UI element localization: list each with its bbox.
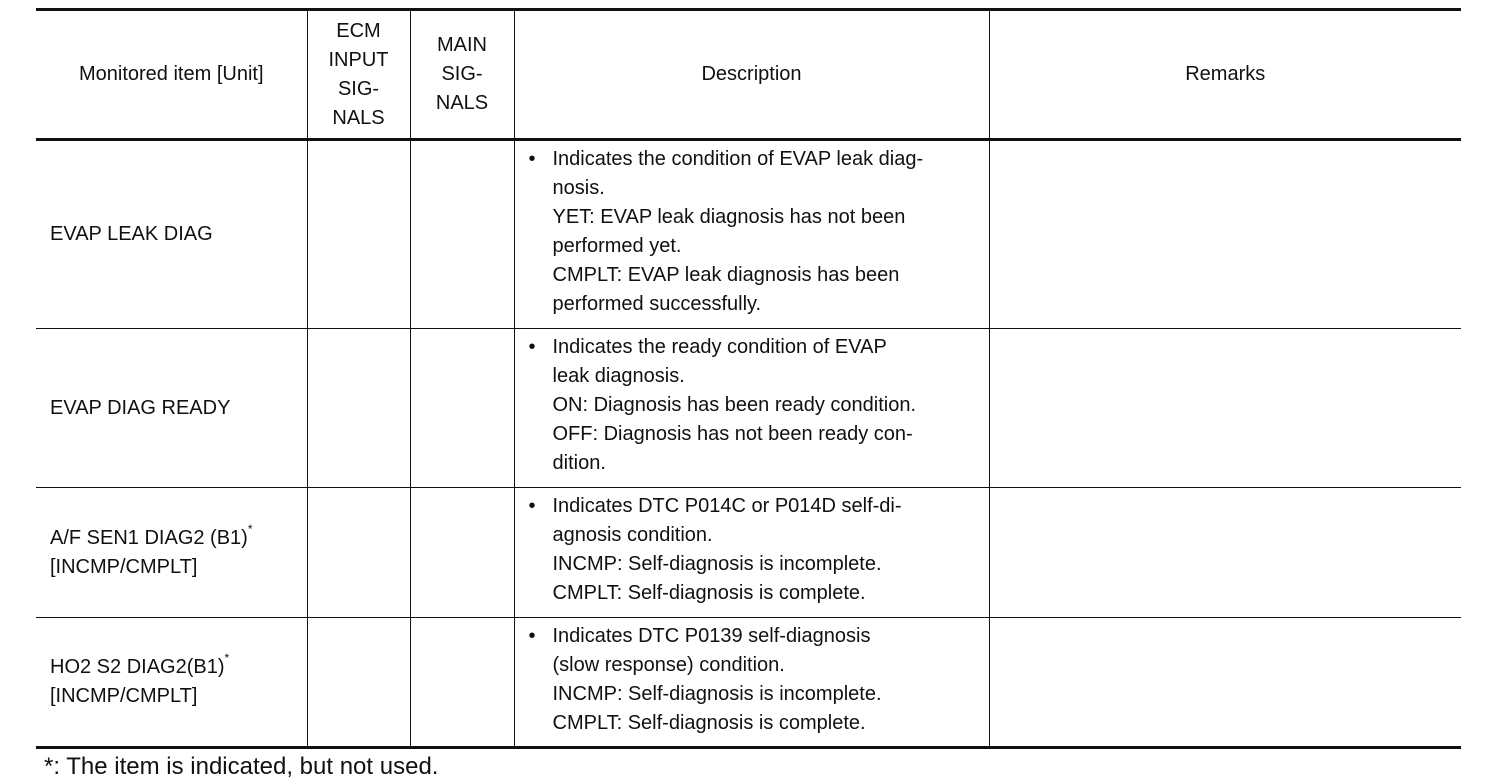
main-signal-cell bbox=[410, 488, 514, 618]
description-line: performed successfully. bbox=[552, 293, 762, 315]
description-line: agnosis condition. bbox=[552, 524, 713, 546]
table-row bbox=[36, 618, 1461, 748]
monitored-item-name: EVAP LEAK DIAG bbox=[50, 223, 213, 245]
bullet-marker: • bbox=[528, 148, 536, 170]
main-signal-cell bbox=[410, 618, 514, 748]
bullet-marker: • bbox=[528, 336, 536, 358]
main-signal-cell bbox=[410, 329, 514, 488]
monitored-item-name: EVAP DIAG READY bbox=[50, 396, 231, 419]
footnote-marker: * bbox=[247, 521, 253, 536]
description-line: leak diagnosis. bbox=[552, 365, 685, 387]
footnote-marker: * bbox=[224, 651, 230, 666]
monitored-item-unit: [INCMP/CMPLT] bbox=[50, 555, 198, 578]
header-ecm-input-signals bbox=[307, 10, 410, 140]
description-line: nosis. bbox=[552, 177, 605, 199]
header-main-line: NALS bbox=[435, 92, 489, 114]
description-line: dition. bbox=[552, 452, 606, 474]
monitored-items-table bbox=[36, 8, 1461, 749]
description-line: INCMP: Self-diagnosis is incomplete. bbox=[552, 553, 882, 575]
header-ecm-line: NALS bbox=[332, 106, 385, 129]
description-line: CMPLT: Self-diagnosis is complete. bbox=[552, 582, 866, 604]
description-line: INCMP: Self-diagnosis is incomplete. bbox=[552, 683, 882, 705]
description-line: YET: EVAP leak diagnosis has not been bbox=[552, 206, 906, 228]
bullet-marker: • bbox=[528, 495, 536, 517]
description-line: CMPLT: EVAP leak diagnosis has been bbox=[552, 264, 900, 286]
description-line: (slow response) condition. bbox=[552, 654, 785, 676]
monitored-item-cell bbox=[36, 618, 307, 748]
remarks-cell bbox=[989, 488, 1461, 618]
description-cell bbox=[514, 329, 989, 488]
table-row bbox=[36, 140, 1461, 329]
remarks-cell bbox=[989, 140, 1461, 329]
header-main-line: SIG- bbox=[441, 63, 483, 85]
monitored-item-cell bbox=[36, 140, 307, 329]
header-ecm-line: SIG- bbox=[337, 77, 380, 100]
footnote-text: *: The item is indicated, but not used. bbox=[44, 753, 439, 780]
ecm-input-cell bbox=[307, 618, 410, 748]
ecm-input-cell bbox=[307, 140, 410, 329]
remarks-cell bbox=[989, 618, 1461, 748]
header-ecm-line: INPUT bbox=[328, 48, 389, 71]
monitored-item-name: A/F SEN1 DIAG2 (B1) bbox=[50, 526, 248, 549]
ecm-input-cell bbox=[307, 488, 410, 618]
header-description: Description bbox=[514, 10, 989, 140]
monitored-item-cell bbox=[36, 329, 307, 488]
monitored-item-unit: [INCMP/CMPLT] bbox=[50, 685, 198, 707]
description-line: CMPLT: Self-diagnosis is complete. bbox=[552, 712, 866, 734]
description-line: Indicates the condition of EVAP leak diag- bbox=[552, 148, 924, 170]
remarks-cell bbox=[989, 329, 1461, 488]
table-header-row bbox=[36, 10, 1461, 140]
bullet-marker: • bbox=[528, 625, 536, 647]
monitored-item-cell bbox=[36, 488, 307, 618]
header-main-signals bbox=[410, 10, 514, 140]
description-cell bbox=[514, 140, 989, 329]
description-line: Indicates DTC P014C or P014D self-di- bbox=[552, 495, 902, 517]
header-monitored-item: Monitored item [Unit] bbox=[36, 10, 307, 140]
table-row bbox=[36, 329, 1461, 488]
description-cell bbox=[514, 488, 989, 618]
monitored-item-name: HO2 S2 DIAG2(B1) bbox=[50, 656, 225, 678]
description-line: OFF: Diagnosis has not been ready con- bbox=[552, 423, 913, 445]
description-line: performed yet. bbox=[552, 235, 682, 257]
description-cell bbox=[514, 618, 989, 748]
table-row bbox=[36, 488, 1461, 618]
description-line: Indicates DTC P0139 self-diagnosis bbox=[552, 625, 871, 647]
header-ecm-line: ECM bbox=[336, 19, 381, 42]
description-line: ON: Diagnosis has been ready condition. bbox=[552, 394, 917, 416]
main-signal-cell bbox=[410, 140, 514, 329]
header-main-line: MAIN bbox=[437, 34, 487, 56]
header-remarks: Remarks bbox=[989, 10, 1461, 140]
description-line: Indicates the ready condition of EVAP bbox=[552, 336, 887, 358]
ecm-input-cell bbox=[307, 329, 410, 488]
